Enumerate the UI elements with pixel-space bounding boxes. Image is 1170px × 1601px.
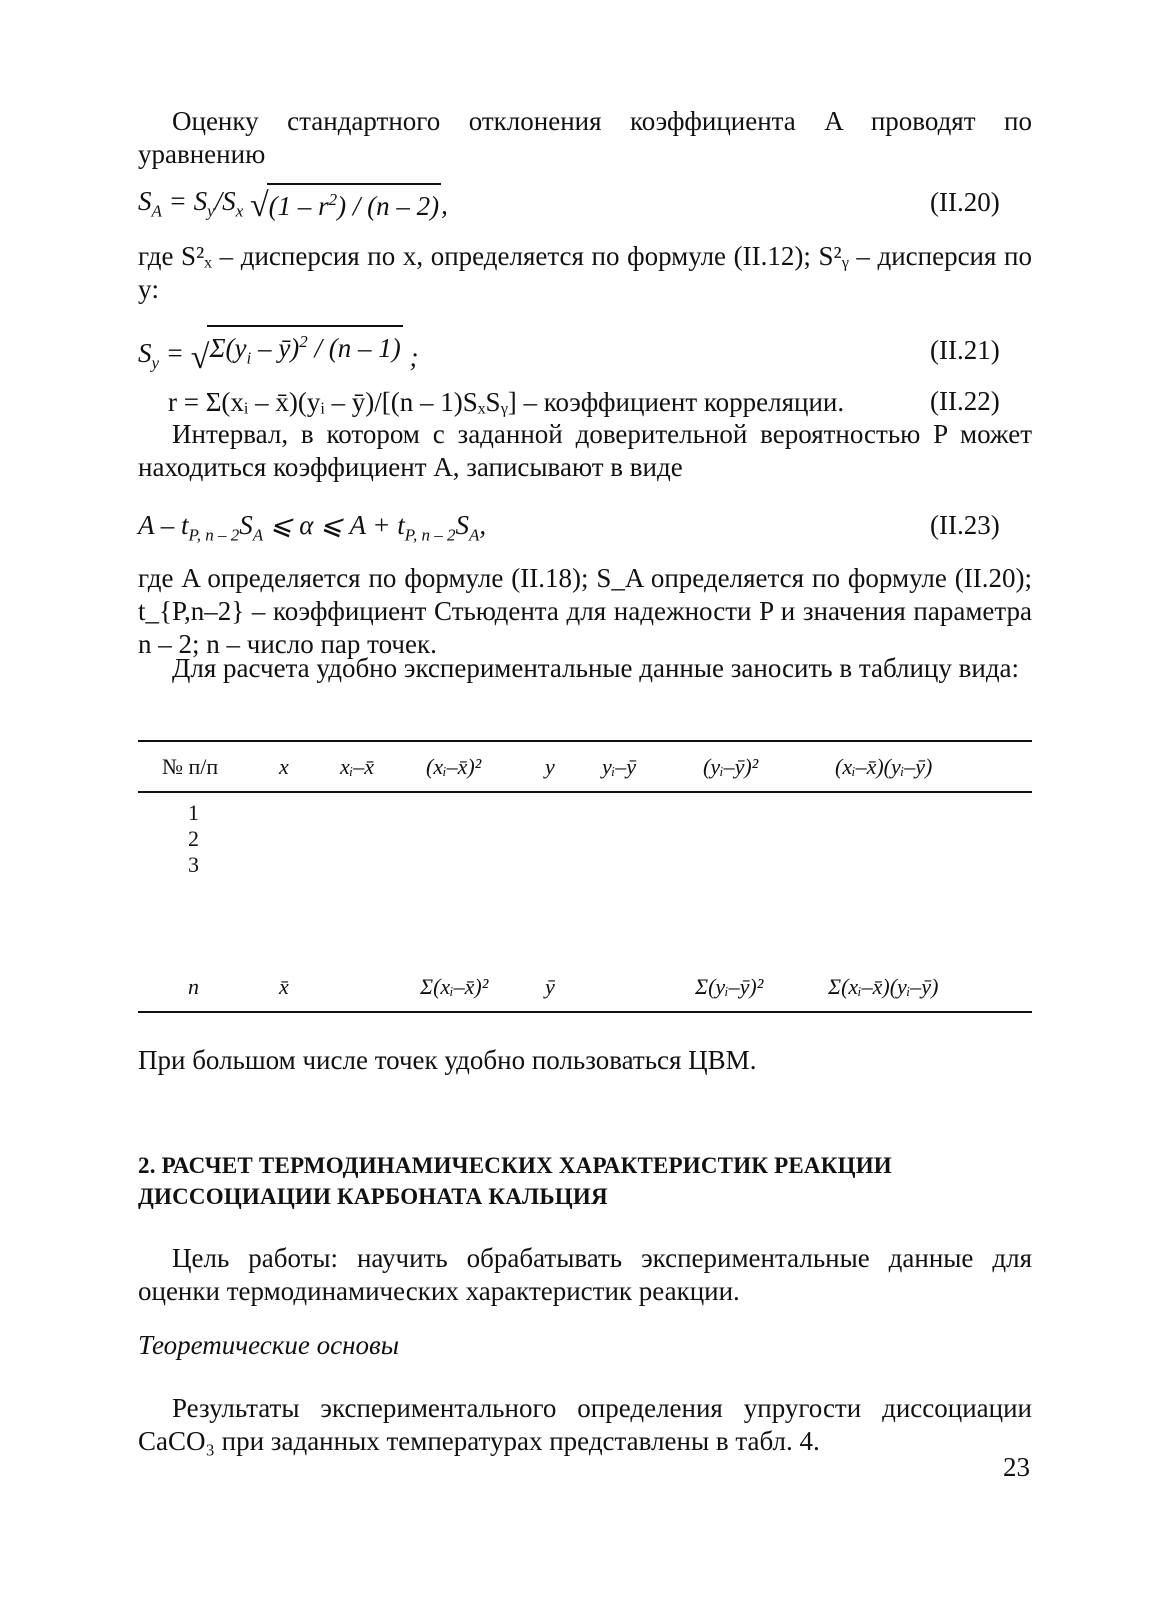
table-top-rule xyxy=(138,740,1032,742)
table-footer-x-mean: x̄ xyxy=(279,974,289,999)
equation-ii21: $S_y$ = √ $\Sigma(y_i$ – ȳ)$^2$ / (n – 1) ; xyxy=(138,325,418,373)
equation-number-ii22: (II.22) xyxy=(930,386,1000,416)
equation-ii23: A – $t_{P, n - 2}S_A$ ⩽ α ⩽ $A + t_{P, n - 2}S_A$, xyxy=(138,510,487,545)
paragraph-computer-note: При большом числе точек удобно пользоваться ЦВМ. xyxy=(138,1045,757,1075)
paragraph-dispersion: где S²ₓ – дисперсия по x, определяется по формуле (II.12); S²ᵧ – дисперсия по y: xyxy=(138,241,1032,304)
section-title-line-2: ДИССОЦИАЦИИ КАРБОНАТА КАЛЬЦИЯ xyxy=(138,1184,608,1209)
paragraph-interval: Интервал, в котором с заданной доверительной вероятностью P может находиться коэффициент A, записывают в виде xyxy=(138,419,1032,482)
table-header-number: № п/п xyxy=(162,754,219,779)
table-header-y: y xyxy=(545,754,555,779)
equation-number-ii20: (II.20) xyxy=(930,187,1000,217)
paragraph-goal: Цель работы: научить обрабатывать экспериментальные данные для оценки термодинамических характеристик реакции. xyxy=(138,1243,1032,1306)
equation-ii20: $S_A = S_y/S_x$ √ $(1 - r^2) / (n - 2)$ , xyxy=(138,183,448,221)
section-title-line-1: 2. РАСЧЕТ ТЕРМОДИНАМИЧЕСКИХ ХАРАКТЕРИСТИК РЕАКЦИИ xyxy=(138,1153,892,1178)
table-row-number: 3 xyxy=(188,852,199,877)
table-header-rule xyxy=(138,791,1032,793)
table-row-number: 2 xyxy=(188,826,199,851)
equation-number-ii23: (II.23) xyxy=(930,510,1000,540)
paragraph-table-intro: Для расчета удобно экспериментальные данные заносить в таблицу вида: xyxy=(172,653,1020,683)
table-header-x-dev: xᵢ–x̄ xyxy=(340,754,375,779)
table-row-number: 1 xyxy=(188,800,199,825)
table-footer-sum-product: Σ(xᵢ–x̄)(yᵢ–ȳ) xyxy=(828,974,939,999)
page-number: 23 xyxy=(1003,1452,1030,1482)
paragraph-results: Результаты экспериментального определения упругости диссоциации CaCO₃ при заданных температурах представлены в табл. 4. xyxy=(138,1393,1032,1456)
table-header-x: x xyxy=(279,754,289,779)
table-header-y-dev-sq: (yᵢ–ȳ)² xyxy=(703,754,759,779)
table-footer-n: n xyxy=(188,974,199,999)
table-header-product: (xᵢ–x̄)(yᵢ–ȳ) xyxy=(835,754,933,779)
equation-ii22: r = Σ(xᵢ – x̄)(yᵢ – ȳ)/[(n – 1)SₓSᵧ] – коэффициент корреляции. xyxy=(168,387,845,417)
paragraph-intro: Оценку стандартного отклонения коэффициента A проводят по уравнению xyxy=(138,106,1032,169)
table-footer-sum-y-dev-sq: Σ(yᵢ–ȳ)² xyxy=(695,974,764,999)
paragraph-where: где A определяется по формуле (II.18); S_A определяется по формуле (II.20); t_{P,n–2} – коэффициент Стьюдента для надежности P и значения параметра n – 2; n – число пар точек. xyxy=(138,563,1032,659)
table-footer-y-mean: ȳ xyxy=(545,974,555,999)
table-header-y-dev: yᵢ–ȳ xyxy=(602,754,637,779)
table-footer-sum-x-dev-sq: Σ(xᵢ–x̄)² xyxy=(420,974,489,999)
table-bottom-rule xyxy=(138,1011,1032,1013)
equation-number-ii21: (II.21) xyxy=(930,335,1000,365)
subsection-title: Теоретические основы xyxy=(138,1330,400,1360)
table-header-x-dev-sq: (xᵢ–x̄)² xyxy=(426,754,482,779)
